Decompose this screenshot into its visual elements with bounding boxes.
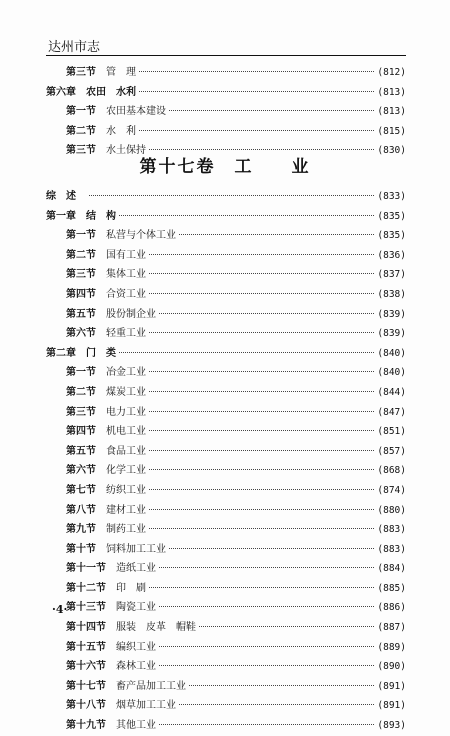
dot-leader <box>169 110 374 111</box>
toc-entry-number: 第一章 <box>46 210 76 222</box>
volume-title: 第十七卷 工 业 <box>139 157 311 177</box>
dot-leader <box>179 234 374 235</box>
toc-entry-title: 陶瓷工业 <box>116 602 156 614</box>
toc-entry-page: (812) <box>377 67 406 78</box>
toc-entry-page: (813) <box>377 106 406 118</box>
dot-leader <box>159 567 374 568</box>
dot-leader <box>159 606 374 607</box>
toc-entry-number: 第三节 <box>66 67 96 78</box>
toc-entry-number: 第三节 <box>66 145 96 157</box>
toc-entry-title: 编织工业 <box>116 641 156 653</box>
dot-leader <box>139 91 374 92</box>
toc-entry-page: (890) <box>377 661 406 673</box>
toc-entry-number: 第十九节 <box>66 720 106 732</box>
dot-leader <box>149 149 374 150</box>
toc-entry-page: (835) <box>377 210 406 222</box>
toc-entry-number: 第六节 <box>66 328 96 340</box>
dot-leader <box>139 130 374 131</box>
toc-entry[interactable] <box>46 265 406 285</box>
toc-entry-number: 第二节 <box>66 386 96 398</box>
toc-entry[interactable] <box>46 598 406 618</box>
toc-entry-number: 第十三节 <box>66 602 106 614</box>
toc-entry-number: 第三节 <box>66 269 96 281</box>
toc-entry-page: (837) <box>377 269 406 281</box>
dot-leader <box>149 469 374 470</box>
toc-entry[interactable] <box>46 363 406 383</box>
toc-entry-title: 机电工业 <box>106 426 146 438</box>
dot-leader <box>159 313 374 314</box>
toc-entry-page: (886) <box>377 602 406 614</box>
toc-entry-title: 轻重工业 <box>106 328 146 340</box>
header-rule <box>46 55 406 56</box>
toc-entry-title: 结 构 <box>86 210 116 222</box>
toc-entry[interactable] <box>46 344 406 364</box>
toc-entry-page: (874) <box>377 484 406 496</box>
dot-leader <box>199 626 374 627</box>
page-folio: ·4· <box>52 603 68 616</box>
toc-entry-page: (857) <box>377 445 406 457</box>
toc-entry-number: 综 述 <box>46 191 76 202</box>
dot-leader <box>149 450 374 451</box>
toc-entry-number: 第十节 <box>66 543 96 555</box>
toc-entry-number: 第一节 <box>66 230 96 242</box>
toc-entry-number: 第六章 <box>46 86 76 98</box>
toc-entry-number: 第四节 <box>66 426 96 438</box>
toc-entry-title: 集体工业 <box>106 269 146 281</box>
toc-entry[interactable] <box>46 657 406 677</box>
toc-entry-number: 第二节 <box>66 125 96 137</box>
toc-entry[interactable] <box>46 677 406 697</box>
toc-entry-number: 第十六节 <box>66 661 106 673</box>
toc-entry-number: 第十一节 <box>66 563 106 575</box>
dot-leader <box>149 509 374 510</box>
toc-entry[interactable] <box>46 122 406 142</box>
toc-entry-title: 水土保持 <box>106 145 146 157</box>
running-header-title: 达州市志 <box>48 40 101 55</box>
toc-entry-number: 第一节 <box>66 367 96 379</box>
toc-entry-title: 制药工业 <box>106 524 146 536</box>
toc-entry-page: (884) <box>377 563 406 575</box>
toc-entry-number: 第二节 <box>66 249 96 261</box>
dot-leader <box>179 704 374 705</box>
toc-entry[interactable] <box>46 63 406 83</box>
toc-entry-title: 电力工业 <box>106 406 146 418</box>
toc-top-list <box>46 63 406 161</box>
dot-leader <box>159 724 374 725</box>
toc-entry-page: (830) <box>377 145 406 157</box>
toc-entry-number: 第九节 <box>66 524 96 536</box>
toc-entry[interactable] <box>46 207 406 227</box>
toc-entry-number: 第十五节 <box>66 641 106 653</box>
toc-entry-number: 第七节 <box>66 484 96 496</box>
toc-entry-number: 第八节 <box>66 504 96 516</box>
toc-entry-title: 畜产品加工工业 <box>116 680 186 692</box>
toc-entry-number: 第五节 <box>66 308 96 320</box>
toc-entry-title: 食品工业 <box>106 445 146 457</box>
toc-entry[interactable] <box>46 501 406 521</box>
toc-entry-number: 第一节 <box>66 106 96 118</box>
toc-entry-number: 第十七节 <box>66 680 106 692</box>
dot-leader <box>149 411 374 412</box>
toc-entry[interactable] <box>46 638 406 658</box>
toc-entry-page: (887) <box>377 622 406 634</box>
toc-entry[interactable] <box>46 481 406 501</box>
toc-entry[interactable] <box>46 102 406 122</box>
dot-leader <box>149 371 374 372</box>
toc-entry-title: 管 理 <box>106 67 136 78</box>
dot-leader <box>149 254 374 255</box>
dot-leader <box>149 587 374 588</box>
dot-leader <box>149 332 374 333</box>
toc-entry-page: (838) <box>377 288 406 300</box>
toc-entry-page: (883) <box>377 543 406 555</box>
toc-entry-number: 第二章 <box>46 347 76 359</box>
toc-entry-page: (835) <box>377 230 406 242</box>
toc-entry-page: (880) <box>377 504 406 516</box>
toc-entry[interactable] <box>46 442 406 462</box>
toc-entry[interactable] <box>46 540 406 560</box>
dot-leader <box>149 273 374 274</box>
dot-leader <box>159 665 374 666</box>
toc-entry-page: (868) <box>377 465 406 477</box>
toc-entry[interactable] <box>46 461 406 481</box>
toc-entry-title: 煤炭工业 <box>106 386 146 398</box>
toc-entry-page: (883) <box>377 524 406 536</box>
dot-leader <box>159 646 374 647</box>
toc-entry-number: 第十四节 <box>66 622 106 634</box>
dot-leader <box>189 685 374 686</box>
dot-leader <box>149 528 374 529</box>
toc-entry-title: 农田基本建设 <box>106 106 166 118</box>
toc-entry-title: 造纸工业 <box>116 563 156 575</box>
toc-entry[interactable] <box>46 696 406 716</box>
toc-entry-number: 第十八节 <box>66 700 106 712</box>
toc-entry-page: (840) <box>377 367 406 379</box>
toc-entry-page: (885) <box>377 582 406 594</box>
toc-entry[interactable] <box>46 403 406 423</box>
toc-entry-page: (847) <box>377 406 406 418</box>
toc-entry[interactable] <box>46 618 406 638</box>
toc-entry-title: 化学工业 <box>106 465 146 477</box>
dot-leader <box>149 293 374 294</box>
toc-entry[interactable] <box>46 559 406 579</box>
toc-entry[interactable] <box>46 285 406 305</box>
toc-entry[interactable] <box>46 579 406 599</box>
toc-entry-title: 纺织工业 <box>106 484 146 496</box>
toc-entry-number: 第四节 <box>66 288 96 300</box>
toc-entry[interactable] <box>46 226 406 246</box>
dot-leader <box>119 352 374 353</box>
toc-entry-title: 冶金工业 <box>106 367 146 379</box>
dot-leader <box>139 71 374 72</box>
dot-leader <box>149 430 374 431</box>
toc-entry[interactable] <box>46 305 406 325</box>
toc-entry-number: 第六节 <box>66 465 96 477</box>
toc-entry-page: (839) <box>377 308 406 320</box>
dot-leader <box>149 391 374 392</box>
toc-entry-title: 森林工业 <box>116 661 156 673</box>
toc-entry-page: (840) <box>377 347 406 359</box>
toc-entry-page: (893) <box>377 720 406 732</box>
toc-entry-title: 印 刷 <box>116 582 146 594</box>
toc-entry-page: (839) <box>377 328 406 340</box>
toc-entry-title: 农田 水利 <box>86 86 136 98</box>
toc-entry-title: 门 类 <box>86 347 116 359</box>
toc-entry-number: 第五节 <box>66 445 96 457</box>
toc-entry-page: (851) <box>377 426 406 438</box>
toc-entry[interactable] <box>46 422 406 442</box>
toc-entry-title: 私营与个体工业 <box>106 230 176 242</box>
toc-entry-page: (833) <box>377 191 406 202</box>
toc-entry-title: 国有工业 <box>106 249 146 261</box>
toc-entry-page: (889) <box>377 641 406 653</box>
toc-entry-title: 烟草加工工业 <box>116 700 176 712</box>
toc-entry-title: 水 利 <box>106 125 136 137</box>
toc-entry-title: 服装 皮革 帽鞋 <box>116 622 196 634</box>
toc-entry[interactable] <box>46 83 406 103</box>
toc-entry-page: (891) <box>377 680 406 692</box>
toc-main-list <box>46 187 406 736</box>
toc-entry-page: (815) <box>377 125 406 137</box>
toc-entry-title: 合资工业 <box>106 288 146 300</box>
toc-entry-title: 建材工业 <box>106 504 146 516</box>
toc-entry-title: 饲料加工工业 <box>106 543 166 555</box>
toc-entry-number: 第十二节 <box>66 582 106 594</box>
dot-leader <box>89 195 374 196</box>
toc-entry[interactable] <box>46 246 406 266</box>
toc-entry[interactable] <box>46 383 406 403</box>
toc-entry[interactable] <box>46 324 406 344</box>
toc-entry-number: 第三节 <box>66 406 96 418</box>
dot-leader <box>119 215 374 216</box>
toc-entry-page: (813) <box>377 86 406 98</box>
toc-entry-title: 其他工业 <box>116 720 156 732</box>
toc-entry[interactable] <box>46 187 406 207</box>
toc-entry-page: (891) <box>377 700 406 712</box>
toc-entry-page: (844) <box>377 386 406 398</box>
toc-entry[interactable] <box>46 716 406 736</box>
toc-entry-page: (836) <box>377 249 406 261</box>
toc-entry-title: 股份制企业 <box>106 308 156 320</box>
dot-leader <box>149 489 374 490</box>
toc-entry[interactable] <box>46 520 406 540</box>
dot-leader <box>169 548 374 549</box>
